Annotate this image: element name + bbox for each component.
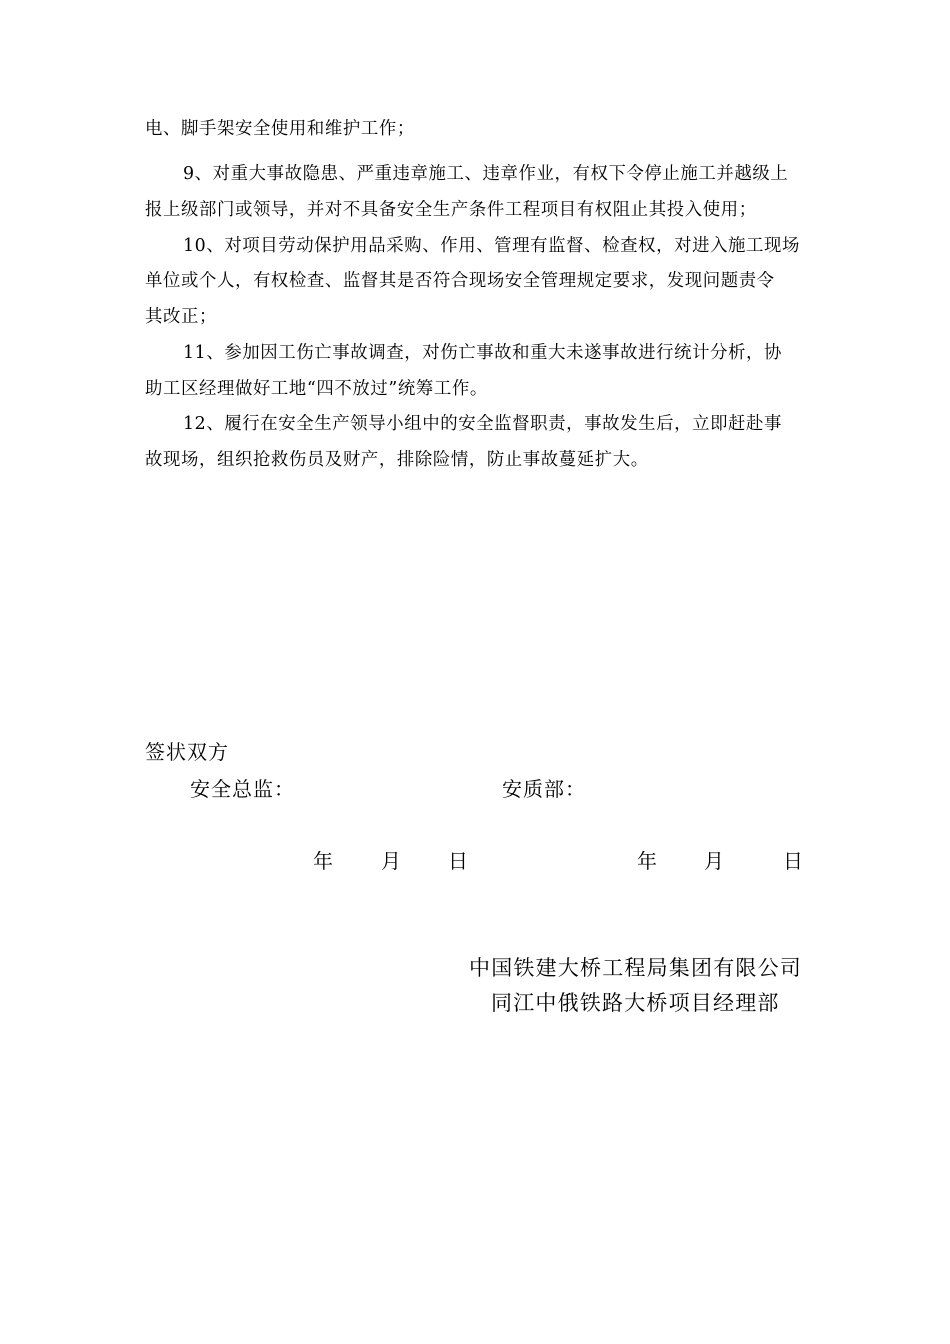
quality-safety-dept-label: 安质部：: [502, 777, 586, 801]
text-line: 10、对项目劳动保护用品采购、作用、管理有监督、检查权，对进入施工现场: [183, 236, 801, 256]
text-line: 其改正；: [145, 307, 217, 327]
text-line: 9、对重大事故隐患、严重违章施工、违章作业，有权下令停止施工并越级上: [183, 164, 789, 184]
left-date-year: 年: [313, 849, 333, 873]
left-date-day: 日: [448, 849, 468, 873]
safety-director-label: 安全总监：: [190, 777, 295, 801]
text-line: 12、履行在安全生产领导小组中的安全监督职责，事故发生后，立即赶赴事: [183, 414, 783, 434]
right-date-month: 月: [704, 849, 724, 873]
project-department-name: 同江中俄铁路大桥项目经理部: [491, 991, 780, 1015]
text-line: 助工区经理做好工地“四不放过”统筹工作。: [145, 379, 488, 399]
organization-name: 中国铁建大桥工程局集团有限公司: [469, 956, 802, 980]
text-line: 电、脚手架安全使用和维护工作；: [145, 119, 415, 139]
text-line: 故现场，组织抢救伤员及财产，排除险情，防止事故蔓延扩大。: [145, 450, 649, 470]
text-line: 单位或个人，有权检查、监督其是否符合现场安全管理规定要求，发现问题责令: [145, 271, 775, 291]
right-date-year: 年: [637, 849, 657, 873]
right-date-day: 日: [783, 849, 803, 873]
signature-section-title: 签状双方: [145, 740, 229, 764]
text-line: 11、参加因工伤亡事故调查，对伤亡事故和重大未遂事故进行统计分析，协: [183, 343, 783, 363]
text-line: 报上级部门或领导，并对不具备安全生产条件工程项目有权阻止其投入使用；: [145, 200, 757, 220]
left-date-month: 月: [381, 849, 401, 873]
